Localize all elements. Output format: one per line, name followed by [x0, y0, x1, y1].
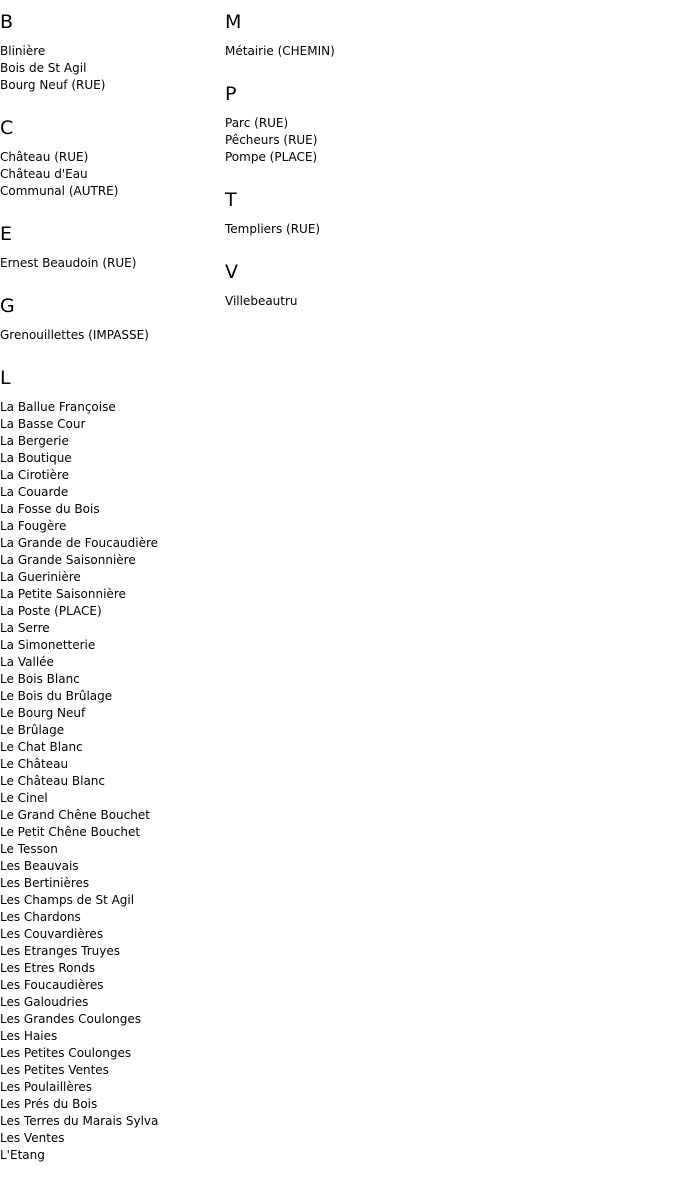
- street-list: [225, 221, 525, 238]
- street-list: [0, 255, 220, 272]
- street-list: [225, 43, 525, 60]
- street-link[interactable]: Le Bois Blanc: [0, 672, 80, 686]
- letter-group-t: [225, 189, 525, 238]
- street-link[interactable]: La Fosse du Bois: [0, 502, 100, 516]
- letter-heading: E: [0, 223, 13, 245]
- street-link[interactable]: La Guerinière: [0, 570, 81, 584]
- letter-heading: V: [225, 261, 238, 283]
- street-link[interactable]: Le Cinel: [0, 791, 48, 805]
- street-link[interactable]: La Bergerie: [0, 434, 69, 448]
- letter-heading: G: [0, 295, 15, 317]
- street-link[interactable]: Le Château Blanc: [0, 774, 105, 788]
- letter-heading: L: [0, 367, 11, 389]
- street-link[interactable]: Pompe (PLACE): [225, 150, 318, 164]
- letter-heading: M: [225, 11, 242, 33]
- street-link[interactable]: Pêcheurs (RUE): [225, 133, 318, 147]
- street-link[interactable]: Le Brûlage: [0, 723, 65, 737]
- street-list: [0, 399, 220, 1164]
- street-link[interactable]: Bois de St Agil: [0, 61, 87, 75]
- letter-heading: C: [0, 117, 14, 139]
- street-link[interactable]: Villebeautru: [225, 294, 298, 308]
- street-list: [225, 115, 525, 166]
- street-link[interactable]: Les Grandes Coulonges: [0, 1012, 142, 1026]
- street-list: [0, 149, 220, 200]
- street-link[interactable]: Métairie (CHEMIN): [225, 44, 335, 58]
- street-link[interactable]: Le Grand Chêne Bouchet: [0, 808, 150, 822]
- street-link[interactable]: Les Ventes: [0, 1131, 65, 1145]
- street-link[interactable]: Le Bois du Brûlage: [0, 689, 113, 703]
- letter-group-c: [0, 117, 220, 200]
- street-link[interactable]: Grenouillettes (IMPASSE): [0, 328, 149, 342]
- street-link[interactable]: Les Petites Coulonges: [0, 1046, 132, 1060]
- street-link[interactable]: Communal (AUTRE): [0, 184, 119, 198]
- street-link[interactable]: Château d'Eau: [0, 167, 88, 181]
- street-link[interactable]: Les Couvardières: [0, 927, 104, 941]
- left-column: [0, 0, 220, 1164]
- street-link[interactable]: La Basse Cour: [0, 417, 86, 431]
- street-link[interactable]: Parc (RUE): [225, 116, 289, 130]
- street-link[interactable]: Bourg Neuf (RUE): [0, 78, 106, 92]
- street-link[interactable]: Le Château: [0, 757, 69, 771]
- letter-group-g: [0, 295, 220, 344]
- street-link[interactable]: La Boutique: [0, 451, 72, 465]
- street-link[interactable]: Blinière: [0, 44, 46, 58]
- letter-group-l: [0, 367, 220, 1164]
- street-link[interactable]: L'Etang: [0, 1148, 45, 1162]
- street-link[interactable]: La Ballue Françoise: [0, 400, 116, 414]
- street-link[interactable]: Les Bertinières: [0, 876, 90, 890]
- street-link[interactable]: La Cirotière: [0, 468, 70, 482]
- letter-group-p: [225, 83, 525, 166]
- street-link[interactable]: Les Galoudries: [0, 995, 89, 1009]
- street-list: [0, 327, 220, 344]
- street-link[interactable]: Les Prés du Bois: [0, 1097, 98, 1111]
- street-link[interactable]: Les Chardons: [0, 910, 81, 924]
- letter-heading: B: [0, 11, 14, 33]
- street-link[interactable]: La Poste (PLACE): [0, 604, 102, 618]
- street-link[interactable]: Les Haies: [0, 1029, 58, 1043]
- street-link[interactable]: Les Terres du Marais Sylva: [0, 1114, 159, 1128]
- letter-group-b: [0, 11, 220, 94]
- street-link[interactable]: Château (RUE): [0, 150, 89, 164]
- street-link[interactable]: Le Tesson: [0, 842, 58, 856]
- street-link[interactable]: Les Etranges Truyes: [0, 944, 121, 958]
- street-link[interactable]: Les Poulaillères: [0, 1080, 93, 1094]
- street-link[interactable]: Le Bourg Neuf: [0, 706, 86, 720]
- street-link[interactable]: Le Chat Blanc: [0, 740, 83, 754]
- street-link[interactable]: Le Petit Chêne Bouchet: [0, 825, 141, 839]
- street-link[interactable]: La Vallée: [0, 655, 54, 669]
- street-link[interactable]: Ernest Beaudoin (RUE): [0, 256, 137, 270]
- letter-heading: T: [225, 189, 237, 211]
- street-link[interactable]: La Simonetterie: [0, 638, 96, 652]
- letter-group-e: [0, 223, 220, 272]
- street-link[interactable]: Les Foucaudières: [0, 978, 104, 992]
- street-link[interactable]: Les Champs de St Agil: [0, 893, 135, 907]
- street-link[interactable]: Les Petites Ventes: [0, 1063, 109, 1077]
- street-link[interactable]: La Serre: [0, 621, 50, 635]
- street-link[interactable]: La Grande Saisonnière: [0, 553, 136, 567]
- street-link[interactable]: La Couarde: [0, 485, 69, 499]
- street-link[interactable]: Les Beauvais: [0, 859, 79, 873]
- right-column: [225, 0, 525, 310]
- letter-heading: P: [225, 83, 237, 105]
- letter-group-m: [225, 11, 525, 60]
- street-link[interactable]: La Grande de Foucaudière: [0, 536, 159, 550]
- street-link[interactable]: Les Etres Ronds: [0, 961, 95, 975]
- street-link[interactable]: La Fougère: [0, 519, 67, 533]
- street-list: [225, 293, 525, 310]
- street-link[interactable]: Templiers (RUE): [225, 222, 321, 236]
- street-list: [0, 43, 220, 94]
- letter-group-v: [225, 261, 525, 310]
- street-link[interactable]: La Petite Saisonnière: [0, 587, 126, 601]
